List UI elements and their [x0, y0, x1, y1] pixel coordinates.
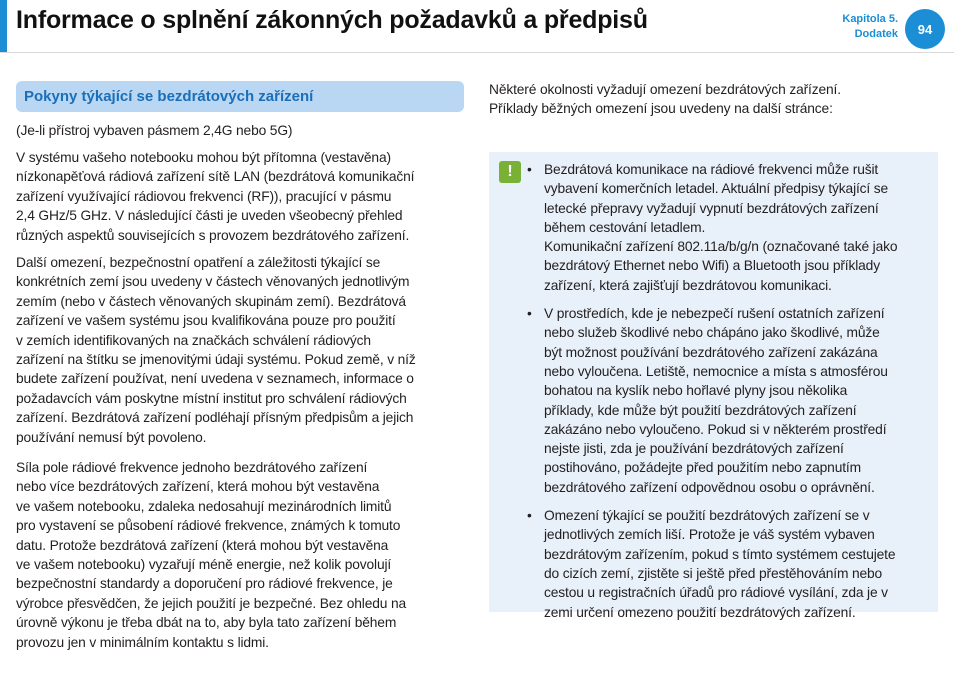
text-line: • V prostředích, kde je nebezpečí rušení ostatních zařízení	[544, 306, 885, 322]
title-divider	[0, 52, 954, 53]
text-line: nejste jisti, zda je používání bezdrátových zařízení	[544, 441, 844, 457]
text-line: jednotlivých zemích liší. Protože je váš systém vybaven	[544, 527, 875, 543]
text-line: zařízení využívající rádiovou frekvenci (RF)), pracující v pásmu	[16, 188, 392, 204]
text-line: ve vašem notebooku) vyzařují méně energie, než kolik povolují	[16, 557, 392, 573]
text-line: požadavcích vám poskytne místní institut pro schválení rádiových	[16, 390, 407, 406]
text-line: zakázáno nebo vyloučeno. Pokud si v některém prostředí	[544, 421, 887, 437]
text-line: letecké přepravy vyžadují vypnutí bezdrátových zařízení	[544, 200, 879, 216]
text-line: bezdrátový Ethernet nebo Wifi) a Bluetooth jsou příklady	[544, 258, 880, 274]
text-line: konkrétních zemí jsou uvedeny v částech věnovaných jednotlivým	[16, 274, 410, 290]
text-line: V systému vašeho notebooku mohou být přítomna (vestavěna)	[16, 150, 391, 165]
text-line: nebo vyloučena. Letiště, nemocnice a místa s atmosférou	[544, 363, 888, 379]
exclamation-icon: !	[499, 161, 521, 183]
text-line: zemím (nebo v částech věnovaných skupinám zemí). Bezdrátová	[16, 293, 406, 309]
paragraph-restrictions	[16, 253, 468, 447]
text-line: Síla pole rádiové frekvence jednoho bezdrátového zařízení	[16, 460, 368, 475]
page-number-badge: 94	[905, 9, 945, 49]
text-line: zařízení na štítku se jmenovitými údaji systému. Pokud země, v níž	[16, 352, 416, 368]
chapter-name: Dodatek	[854, 28, 898, 40]
paragraph-rf-exposure	[16, 458, 468, 652]
text-line: pro vystavení se působení rádiové frekvence, známých k tomuto	[16, 518, 401, 534]
text-line: datu. Protože bezdrátová zařízení (která mohou být vestavěna	[16, 537, 389, 553]
text-line: příklady, kde může být použití bezdrátových zařízení	[544, 402, 857, 418]
text-line: ve vašem notebooku, zdaleka nedosahují mezinárodních limitů	[16, 498, 392, 514]
section-heading: Pokyny týkající se bezdrátových zařízení	[16, 81, 464, 112]
text-line: bezpečnostní standardy a doporučení pro rádiové frekvence, je	[16, 576, 393, 592]
text-line: Některé okolnosti vyžadují omezení bezdrátových zařízení.	[489, 82, 841, 97]
text-line: Příklady běžných omezení jsou uvedeny na další stránce:	[489, 101, 833, 117]
text-line: úrovně výkonu je třeba dbát na to, aby byla tato zařízení během	[16, 615, 397, 631]
text-line: bohatou na kyslík nebo hořlavé plyny jsou několika	[544, 383, 848, 399]
band-note: (Je-li přístroj vybaven pásmem 2,4G nebo 5G)	[16, 123, 293, 138]
note-box	[489, 152, 938, 620]
text-line: výrobce přesvědčen, že jejich použití je bezpečné. Bez ohledu na	[16, 595, 406, 611]
text-line: zařízení, která zajišťují bezdrátovou komunikaci.	[544, 277, 832, 293]
chapter-number: Kapitola 5.	[842, 13, 898, 25]
note-list	[527, 160, 929, 631]
text-line: během cestování letadlem.	[544, 219, 706, 235]
text-line: zemi určení omezeno použití bezdrátových zařízení.	[544, 604, 856, 620]
chapter-label[interactable]	[842, 12, 898, 42]
paragraph-right-intro	[489, 80, 929, 119]
text-line: používání nemusí být povoleno.	[16, 429, 207, 445]
text-line: různých aspektů souvisejících s provozem bezdrátového zařízení.	[16, 227, 410, 243]
text-line: cestou u registračních úřadů pro rádiové vysílání, zda je v	[544, 585, 888, 601]
text-line: 2,4 GHz/5 GHz. V následující části je uveden všeobecný přehled	[16, 208, 403, 224]
text-line: postihováno, požádejte před použitím nebo zapnutím	[544, 460, 861, 476]
section-heading-wrap	[16, 81, 466, 112]
title-accent-bar	[0, 0, 7, 52]
note-bullet-item	[527, 506, 929, 622]
text-line: Další omezení, bezpečnostní opatření a záležitosti týkající se	[16, 255, 381, 270]
text-line: Komunikační zařízení 802.11a/b/g/n (označované také jako	[544, 239, 898, 255]
text-line: • Bezdrátová komunikace na rádiové frekvenci může rušit	[544, 162, 879, 177]
text-line: zařízení ve vašem systému jsou kvalifikována pouze pro použití	[16, 313, 396, 329]
text-line: zařízení. Bezdrátová zařízení podléhají přísným předpisům a jejich	[16, 410, 414, 426]
text-line: bezdrátového zařízení odpovědnou osobu o oprávnění.	[544, 479, 875, 495]
text-line: vybavení komerčních letadel. Aktuální předpisy týkající se	[544, 181, 889, 197]
note-bullet-item	[527, 304, 929, 497]
text-line: nebo služeb škodlivé nebo chápáno jako škodlivé, může	[544, 325, 880, 341]
text-line: do cizích zemí, zjistěte si ještě před přestěhováním nebo	[544, 565, 883, 581]
text-line: • Omezení týkající se použití bezdrátových zařízení se v	[544, 508, 870, 524]
text-line: nízkonapěťová rádiová zařízení sítě LAN (bezdrátová komunikační	[16, 169, 415, 185]
text-line: provozu jen v minimálním kontaktu s lidmi.	[16, 634, 269, 650]
paragraph-intro	[16, 148, 468, 245]
text-line: budete zařízení používat, není uvedena v seznamech, informace o	[16, 371, 414, 387]
text-line: v zemích identifikovaných na značkách schválení rádiových	[16, 332, 371, 348]
page-title: Informace o splnění zákonných požadavků a předpisů	[16, 6, 648, 34]
text-line: bezdrátovým zařízením, pokud s tímto systémem cestujete	[544, 546, 896, 562]
note-bullet-item	[527, 160, 929, 295]
text-line: nebo více bezdrátových zařízení, která mohou být vestavěna	[16, 479, 380, 495]
text-line: být možnost používání bezdrátového zařízení zakázána	[544, 344, 878, 360]
